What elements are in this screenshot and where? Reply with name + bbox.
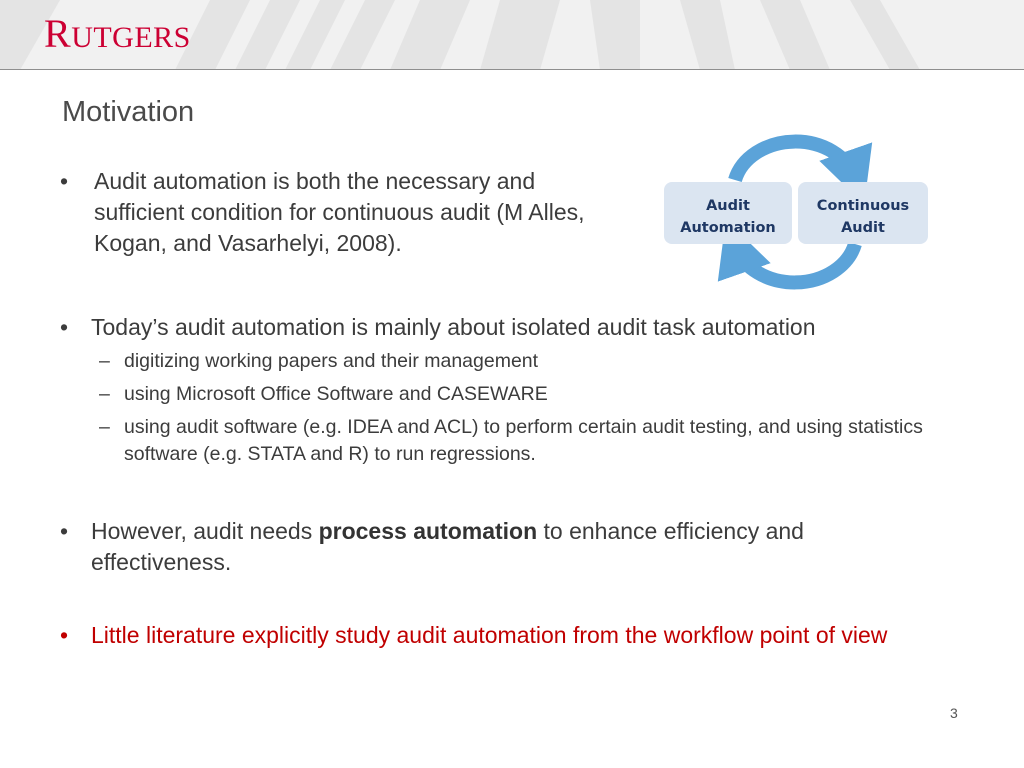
text-before-bold: However, audit needs xyxy=(91,518,319,544)
bullet-process-automation xyxy=(60,516,940,578)
cycle-diagram xyxy=(660,132,932,292)
bullet-audit-automation xyxy=(60,166,620,259)
bullet-text: Today’s audit automation is mainly about isolated audit task automation xyxy=(91,314,816,340)
sub-bullet-microsoft-office xyxy=(99,381,949,408)
bullet-text: Audit automation is both the necessary and sufficient condition for continuous audit (M Alles, Kogan, and Vasarhelyi, 2008). xyxy=(94,168,585,256)
left-box-line2: Automation xyxy=(680,220,776,236)
bullet-glyph: • xyxy=(60,168,69,194)
bullet-text xyxy=(60,516,940,578)
bold-process-automation: process automation xyxy=(318,518,538,544)
logo-rest: UTGERS xyxy=(71,21,191,54)
cycle-arrow-bottom xyxy=(735,244,855,282)
bullet-glyph: • xyxy=(60,314,69,340)
text-after-bold: to enhance efficiency and effectiveness. xyxy=(91,518,804,575)
cycle-arrow-top xyxy=(735,142,855,180)
sub-bullet-text: digitizing working papers and their management xyxy=(124,350,539,372)
sub-bullet-text: using audit software (e.g. IDEA and ACL) to perform certain audit testing, and using statistics software (e.g. STATA and R) to run regressions. xyxy=(124,416,923,465)
dash-glyph: – xyxy=(99,350,110,372)
bullet-text: Little literature explicitly study audit automation from the workflow point of view xyxy=(91,622,888,648)
bullet-isolated-automation xyxy=(60,312,960,343)
slide-title: Motivation xyxy=(62,96,195,128)
logo-initial: R xyxy=(44,11,72,56)
right-box-line2: Audit xyxy=(841,220,885,236)
header-divider xyxy=(0,69,1024,70)
bullet-little-literature xyxy=(60,620,960,651)
dash-glyph: – xyxy=(99,383,110,405)
right-box-line1: Continuous xyxy=(816,198,910,214)
header-banner xyxy=(0,0,1024,70)
sub-bullet-text: using Microsoft Office Software and CASEWARE xyxy=(124,383,548,405)
bullet-glyph: • xyxy=(60,622,69,648)
left-box-line1: Audit xyxy=(706,198,750,214)
dash-glyph: – xyxy=(99,416,110,438)
sub-bullet-digitizing xyxy=(99,348,949,375)
bullet-glyph: • xyxy=(60,518,69,544)
rutgers-logo xyxy=(44,11,191,56)
page-number: 3 xyxy=(950,705,958,721)
sub-bullet-audit-software xyxy=(99,414,949,468)
